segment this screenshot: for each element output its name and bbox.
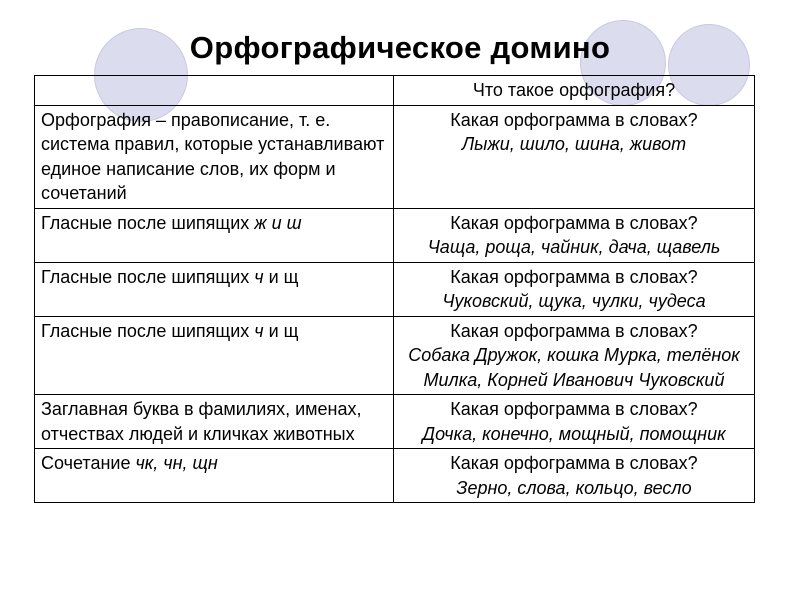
question-text: Какая орфограмма в словах? — [450, 266, 698, 287]
header-right-cell: Что такое орфография? — [394, 76, 755, 106]
rule-cell — [35, 105, 394, 208]
rule-cell — [35, 395, 394, 449]
table-row — [35, 316, 755, 395]
rule-cell — [35, 262, 394, 316]
rule-tail: и щ — [263, 266, 299, 287]
rule-text: Гласные после шипящих — [41, 320, 255, 341]
header-left-cell — [35, 76, 394, 106]
question-cell — [394, 105, 755, 208]
question-text: Какая орфограмма в словах? — [450, 399, 698, 419]
rule-letters: ч — [254, 320, 264, 341]
rule-text: Орфография – правописание, т. е. система правил, которые устанавливают единое написание слов, их форм и сочетаний — [41, 109, 385, 203]
rule-letters: ж и ш — [254, 212, 302, 233]
table-row — [35, 449, 755, 503]
table-row — [35, 395, 755, 449]
table-row — [35, 262, 755, 316]
table-row — [35, 208, 755, 262]
rule-text: Гласные после шипящих — [41, 212, 255, 233]
question-text: Какая орфограмма в словах? — [450, 109, 698, 130]
example-words: Дочка, конечно, мощный, помощник — [422, 423, 726, 444]
question-cell — [394, 208, 755, 262]
question-cell — [394, 395, 755, 449]
rule-text: Сочетание — [41, 453, 136, 473]
rule-cell — [35, 208, 394, 262]
header-row — [35, 76, 755, 106]
example-words: Собака Дружок, кошка Мурка, телёнок Милка, Корней Иванович Чуковский — [408, 345, 740, 390]
question-text: Какая орфограмма в словах? — [450, 453, 698, 473]
example-words: Зерно, слова, кольцо, весло — [456, 477, 692, 498]
rule-letters: чк, чн, щн — [135, 453, 218, 473]
rule-tail: и щ — [263, 320, 299, 341]
question-cell — [394, 262, 755, 316]
rule-letters: ч — [254, 266, 264, 287]
domino-table — [34, 75, 755, 503]
rule-text: Заглавная буква в фамилиях, именах, отчествах людей и кличках животных — [41, 399, 362, 444]
rule-text: Гласные после шипящих — [41, 266, 255, 287]
rule-cell — [35, 316, 394, 395]
page-title: Орфографическое домино — [189, 30, 611, 65]
example-words: Чаща, роща, чайник, дача, щавель — [427, 237, 721, 257]
example-words: Чуковский, щука, чулки, чудеса — [442, 291, 706, 311]
question-text: Какая орфограмма в словах? — [450, 320, 698, 341]
table-row — [35, 105, 755, 208]
question-cell — [394, 449, 755, 503]
question-cell — [394, 316, 755, 395]
question-text: Какая орфограмма в словах? — [450, 212, 698, 233]
rule-cell — [35, 449, 394, 503]
example-words: Лыжи, шило, шина, живот — [461, 134, 687, 154]
